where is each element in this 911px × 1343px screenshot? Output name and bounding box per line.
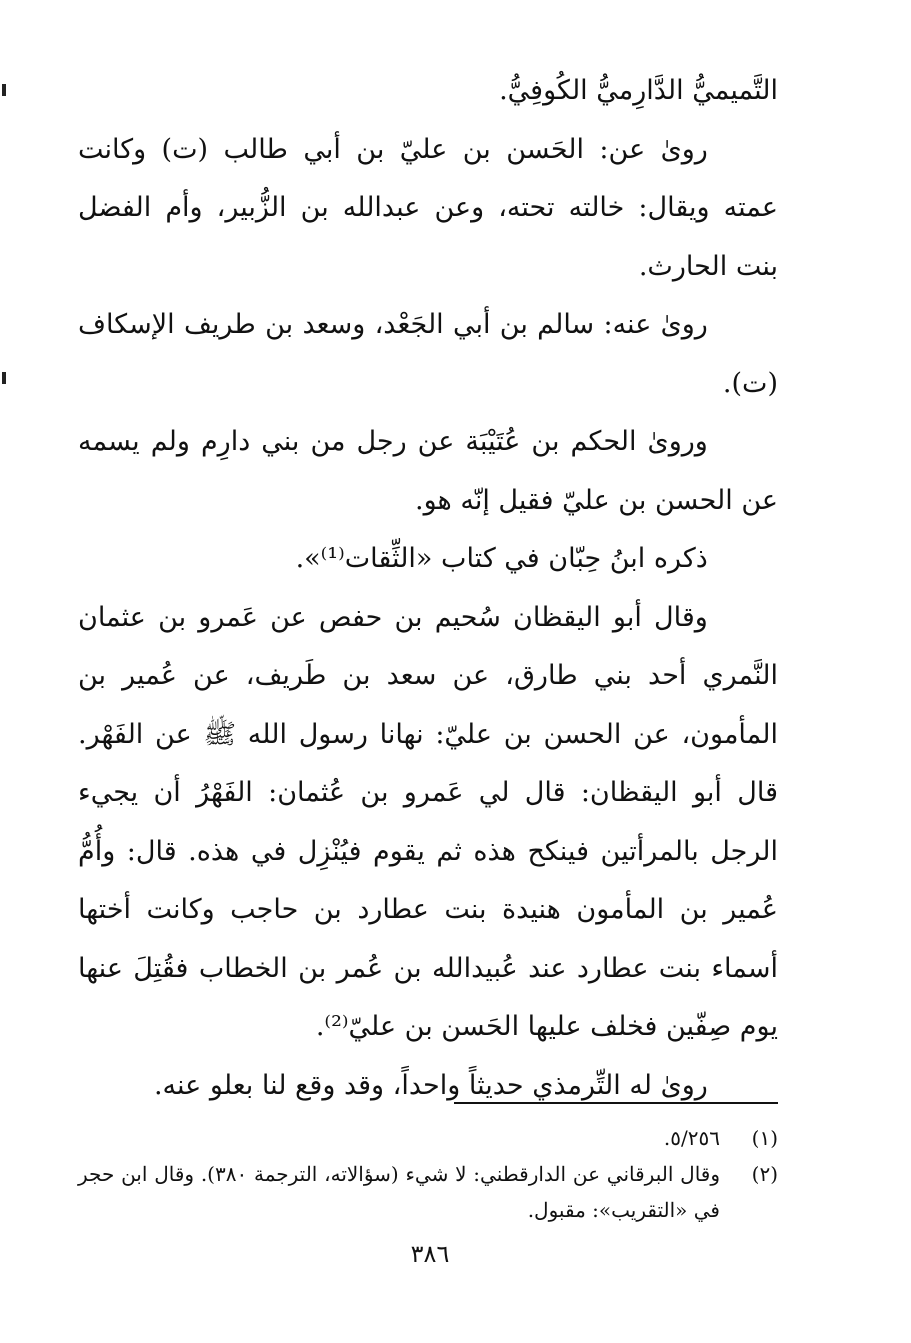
footnote-divider	[454, 1102, 778, 1104]
footnote-number: (١)	[751, 1126, 778, 1150]
footnote-1	[78, 1120, 778, 1156]
paragraph-5: ذكره ابنُ حِبّان في كتاب «الثِّقات⁽¹⁾».	[295, 543, 708, 574]
paragraph-2: روىٰ عن: الحَسن بن عليّ بن أبي طالب (ت) وكانت عمته ويقال: خالته تحته، وعن عبدالله بن الزُّبير، وأم الفضل بنت الحارث.	[78, 133, 778, 282]
footnote-2	[78, 1156, 778, 1228]
body-text	[78, 62, 778, 1115]
paragraph-3: روىٰ عنه: سالم بن أبي الجَعْد، وسعد بن طريف الإسكاف (ت).	[78, 309, 778, 399]
footnote-text: وقال البرقاني عن الدارقطني: لا شيء (سؤالاته، الترجمة ٣٨٠). وقال ابن حجر في «التقريب»: مقبول.	[78, 1162, 721, 1222]
scan-edge-mark	[2, 372, 6, 384]
paragraph-7: روىٰ له التِّرمذي حديثاً واحداً، وقد وقع لنا بعلو عنه.	[153, 1069, 708, 1101]
footnotes	[78, 1120, 778, 1228]
paragraph-6: وقال أبو اليقظان سُحيم بن حفص عن عَمرو بن عثمان النَّمري أحد بني طارق، عن سعد بن طَريف، عن عُمير بن المأمون، عن الحسن بن عليّ: نهانا رسول الله ﷺ عن الفَهْر. قال أبو اليقظان: قال لي عَمرو بن عُثمان: الفَهْرُ أن يجيء الرجل بالمرأتين فينكح هذه ثم يقوم فيُنْزِل في هذه. قال: وأُمُّ عُمير بن المأمون هنيدة بنت عطارد بن حاجب وكانت أختها أسماء بنت عطارد عند عُبيدالله بن عُمر بن الخطاب فقُتِلَ عنها يوم صِفّين فخلف عليها الحَسن بن عليّ⁽²⁾.	[78, 601, 778, 1042]
footnote-text: ٥/٢٥٦.	[663, 1126, 720, 1150]
paragraph-1: التَّميميُّ الدَّارِميُّ الكُوفِيُّ.	[499, 75, 778, 106]
scan-edge-mark	[2, 84, 6, 96]
main-text	[78, 62, 778, 1115]
page-number: ٣٨٦	[410, 1240, 450, 1268]
footnote-number: (٢)	[751, 1162, 778, 1186]
paragraph-4: وروىٰ الحكم بن عُتَيْبَة عن رجل من بني دارِم ولم يسمه عن الحسن بن عليّ فقيل إنّه هو.	[78, 426, 778, 516]
